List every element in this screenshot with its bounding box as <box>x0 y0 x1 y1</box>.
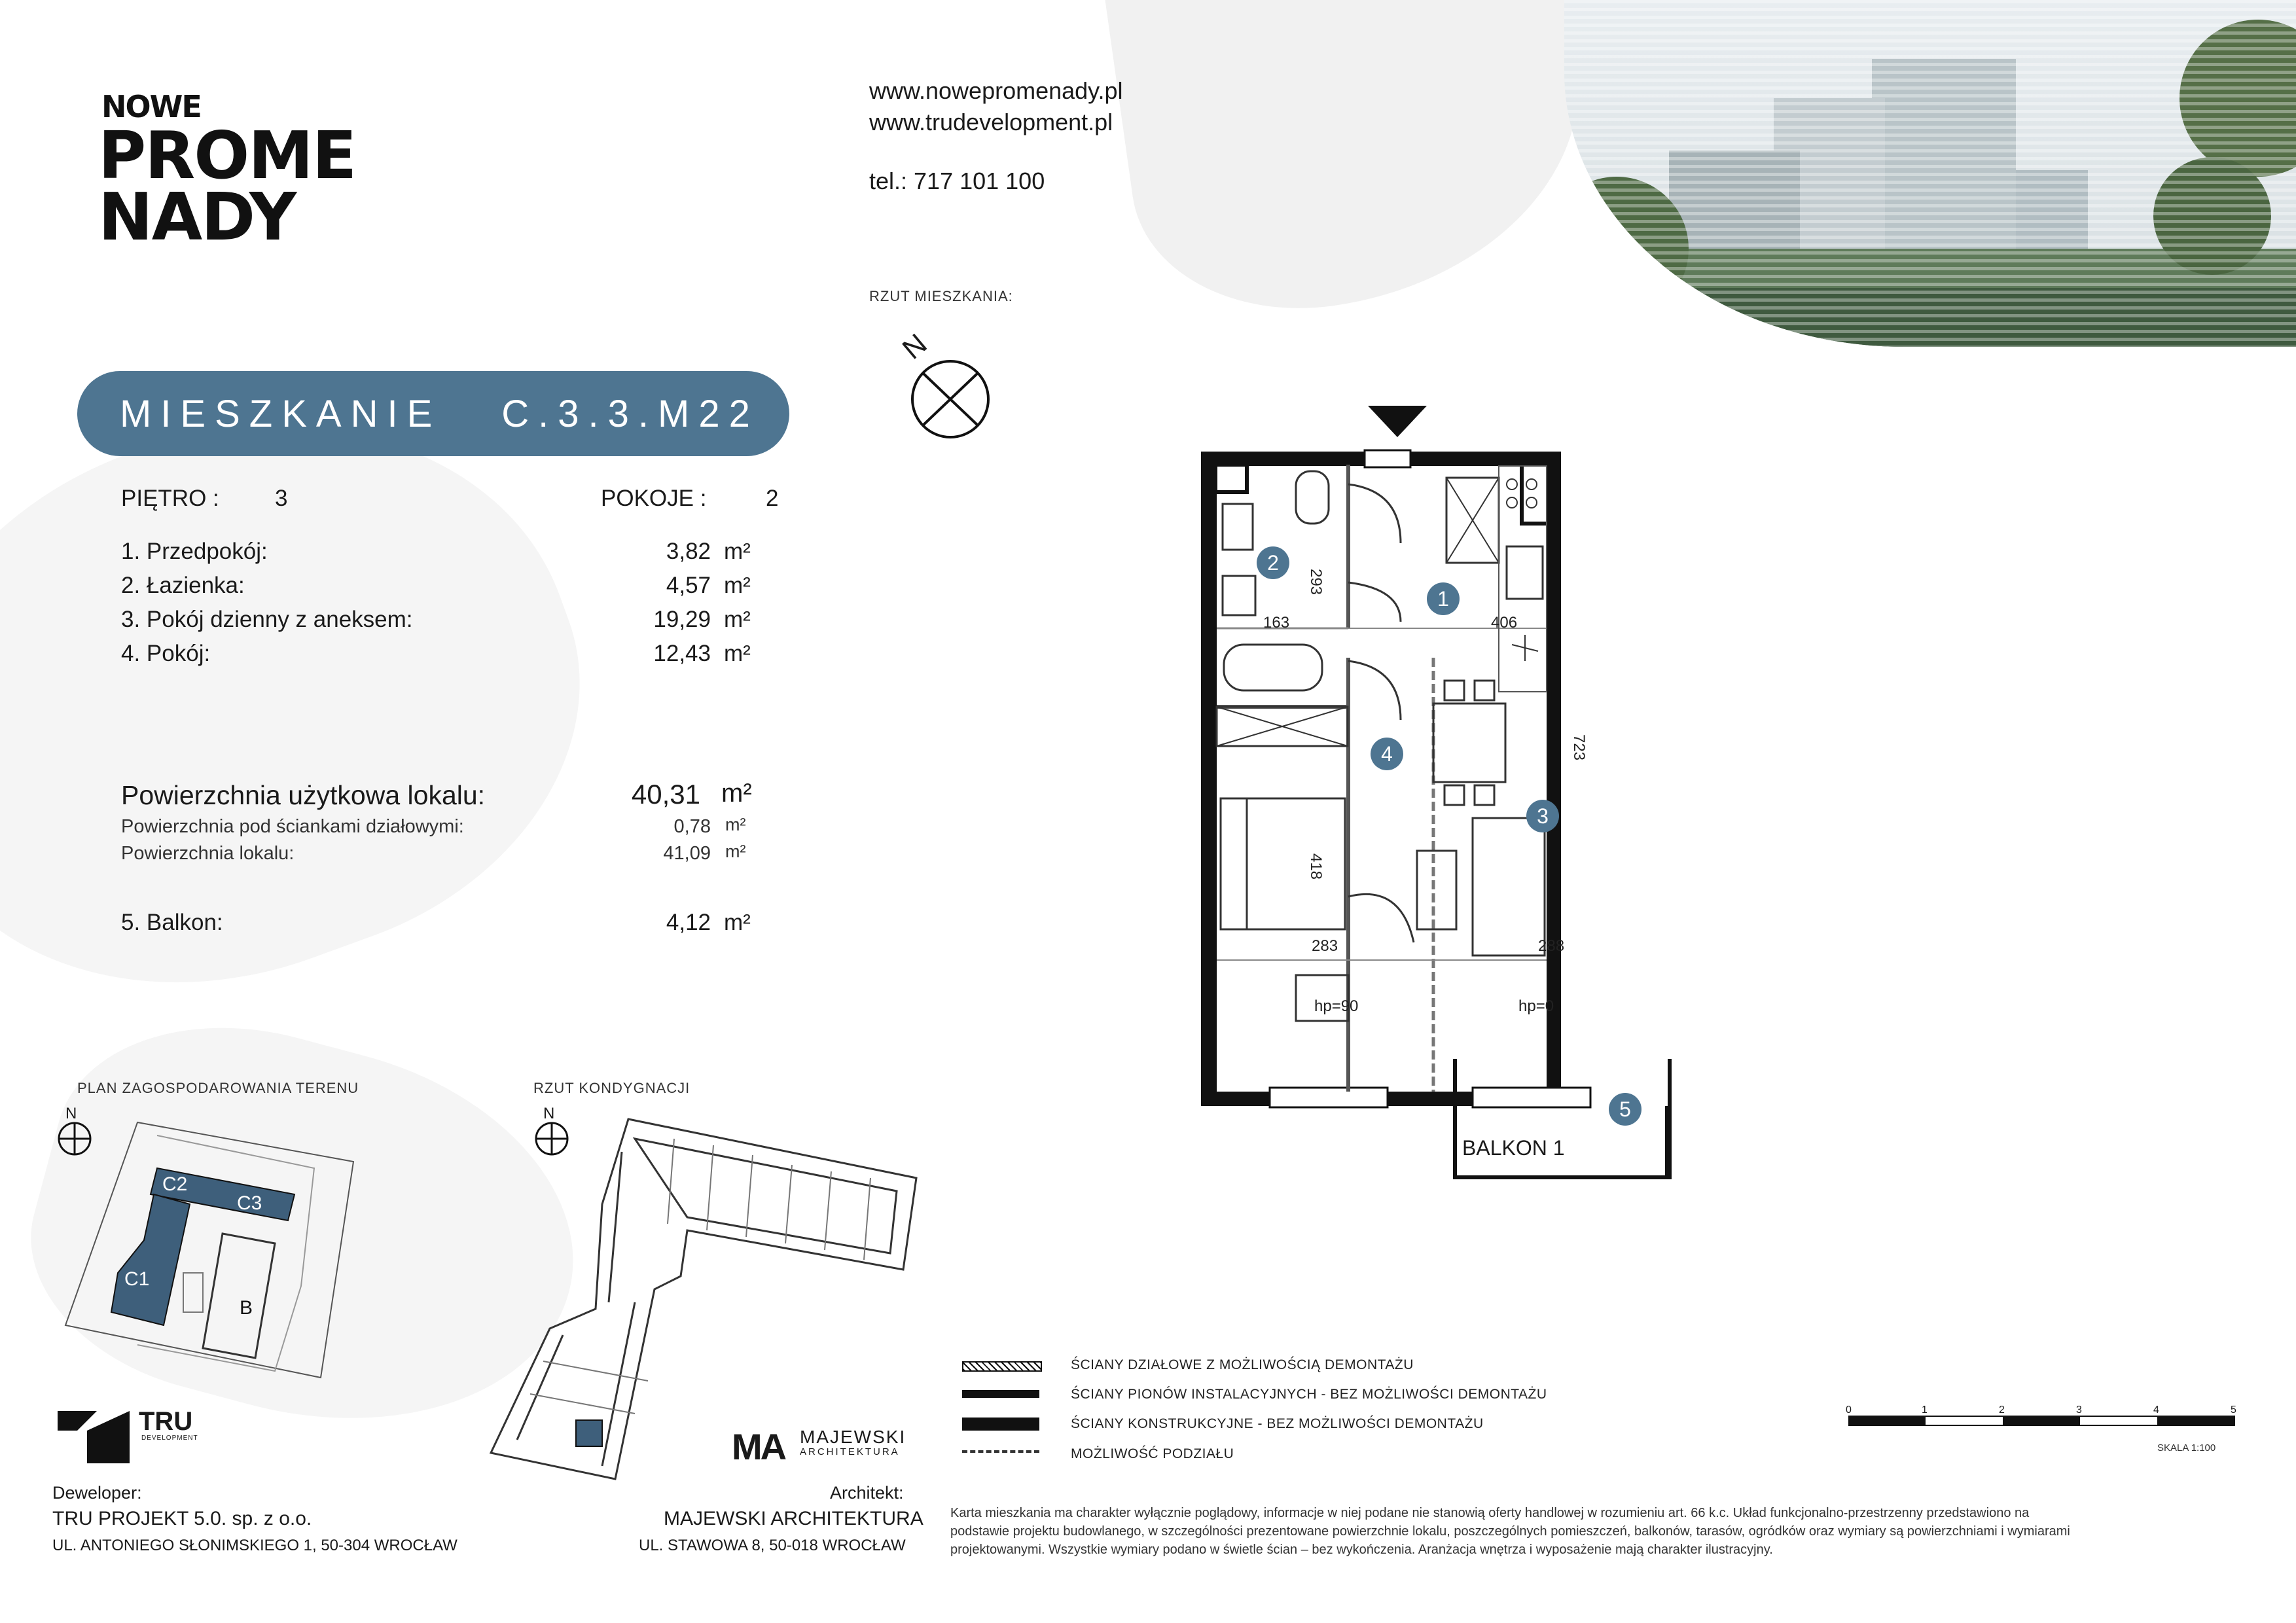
scale-label: SKALA 1:100 <box>2157 1442 2216 1454</box>
balcony-label: 5. Balkon: <box>121 910 223 935</box>
room-label: 2. Łazienka: <box>121 573 245 598</box>
legend-symbol-division <box>962 1450 1039 1453</box>
unit-area-label: Powierzchnia lokalu: <box>121 843 295 864</box>
floor-value: 3 <box>275 486 288 511</box>
room-unit: m² <box>724 607 751 632</box>
site-plan-title: PLAN ZAGOSPODAROWANIA TERENU <box>77 1080 359 1096</box>
apartment-title-pill <box>77 371 789 456</box>
scale-tick: 5 <box>2231 1404 2236 1416</box>
developer-logo-icon <box>58 1411 136 1467</box>
room-area: 4,57 <box>666 573 711 598</box>
architect-logo-ma: MA <box>732 1426 785 1467</box>
window-height-label: hp=0 <box>1518 997 1554 1015</box>
room-area: 19,29 <box>653 607 711 632</box>
developer-logo-subtext: DEVELOPMENT <box>141 1435 198 1442</box>
window-height-label: hp=90 <box>1314 997 1359 1015</box>
room-unit: m² <box>724 539 751 564</box>
legend-label: ŚCIANY KONSTRUKCYJNE - BEZ MOŻLIWOŚCI DEMONTAŻU <box>1071 1416 1484 1431</box>
legend-symbol-installation <box>962 1390 1039 1398</box>
room-badge-1: 1 <box>1427 582 1460 615</box>
partition-area-unit: m² <box>725 815 746 834</box>
logo-nady: NADY <box>98 179 296 255</box>
room-badge-3: 3 <box>1526 800 1559 832</box>
room-label: 3. Pokój dzienny z aneksem: <box>121 607 413 632</box>
rzut-mieszkania-label: RZUT MIESZKANIA: <box>869 288 1013 304</box>
apartment-label: MIESZKANIE <box>120 392 442 435</box>
site-building-label: C3 <box>237 1192 262 1214</box>
usable-area-unit: m² <box>721 779 752 808</box>
logo-nowe: NOWE <box>101 89 201 124</box>
site-building-label: B <box>240 1297 253 1319</box>
apartment-code: C.3.3.M22 <box>501 392 759 435</box>
website-link-2[interactable]: www.trudevelopment.pl <box>869 109 1113 135</box>
legend-symbol-structural <box>962 1418 1039 1431</box>
legend-label: ŚCIANY PIONÓW INSTALACYJNYCH - BEZ MOŻLIWOŚCI DEMONTAŻU <box>1071 1387 1547 1402</box>
scale-tick: 1 <box>1922 1404 1928 1416</box>
background-shape-top <box>1104 0 1605 331</box>
floor-plan-title: RZUT KONDYGNACJI <box>533 1080 691 1096</box>
scale-bar <box>1848 1415 2236 1431</box>
room-label: 4. Pokój: <box>121 641 211 666</box>
room-label: 1. Przedpokój: <box>121 539 268 564</box>
architect-logo-name: MAJEWSKI <box>800 1427 906 1447</box>
dimension-288: 288 <box>1538 937 1565 955</box>
usable-area-label: Powierzchnia użytkowa lokalu: <box>121 780 486 810</box>
disclaimer-line: podstawie projektu budowlanego, w szczególności prezentowane powierzchnie lokalu, poszczególnych pomieszczeń, balkonów, tarasów, ogródków oraz wymiary są powierzchniami i wymiarami <box>950 1524 2070 1539</box>
scale-tick: 4 <box>2153 1404 2159 1416</box>
room-unit: m² <box>724 641 751 666</box>
usable-area-value: 40,31 <box>631 779 700 810</box>
room-area: 3,82 <box>666 539 711 564</box>
scale-tick: 0 <box>1846 1404 1852 1416</box>
partition-area-label: Powierzchnia pod ściankami działowymi: <box>121 816 464 837</box>
site-building-label: C1 <box>124 1268 150 1290</box>
room-badge-5: 5 <box>1609 1093 1641 1126</box>
balcony-plan-label: BALKON 1 <box>1462 1136 1565 1160</box>
legend-label: ŚCIANY DZIAŁOWE Z MOŻLIWOŚCIĄ DEMONTAŻU <box>1071 1357 1414 1372</box>
floor-label: PIĘTRO : <box>121 486 219 511</box>
site-plan-drawing <box>59 1109 367 1387</box>
website-link-1[interactable]: www.nowepromenady.pl <box>869 77 1123 104</box>
developer-label: Deweloper: <box>52 1483 142 1503</box>
scale-tick: 3 <box>2076 1404 2082 1416</box>
legend-label: MOŻLIWOŚĆ PODZIAŁU <box>1071 1446 1234 1461</box>
architect-logo-subtext: ARCHITEKTURA <box>800 1446 900 1457</box>
floor-plan-north-label: N <box>543 1105 555 1122</box>
dimension-406: 406 <box>1491 614 1518 632</box>
dimension-163: 163 <box>1263 614 1290 632</box>
balcony-outline <box>1453 1059 1672 1179</box>
dimension-418: 418 <box>1307 853 1325 880</box>
rooms-count-label: POKOJE : <box>601 486 707 511</box>
developer-address: UL. ANTONIEGO SŁONIMSKIEGO 1, 50-304 WROCŁAW <box>52 1537 457 1554</box>
developer-name: TRU PROJEKT 5.0. sp. z o.o. <box>52 1508 312 1529</box>
dimension-283: 283 <box>1312 937 1338 955</box>
unit-area-value: 41,09 <box>663 843 711 864</box>
architect-address: UL. STAWOWA 8, 50-018 WROCŁAW <box>639 1537 906 1554</box>
disclaimer-line: Karta mieszkania ma charakter wyłącznie poglądowy, informacje w niej podane nie stanowią oferty handlowej w rozumieniu art. 66 k.c. Układ funkcjonalno-przestrzenny przedstawiono na <box>950 1506 2030 1520</box>
unit-area-unit: m² <box>725 842 746 861</box>
site-building-label: C2 <box>162 1173 188 1195</box>
logo-prome: PROME <box>98 117 356 194</box>
legend-symbol-hatched <box>962 1361 1042 1372</box>
partition-area-value: 0,78 <box>673 816 711 837</box>
architect-name: MAJEWSKI ARCHITEKTURA <box>664 1508 924 1529</box>
room-badge-4: 4 <box>1371 738 1403 770</box>
phone-number[interactable]: tel.: 717 101 100 <box>869 168 1045 194</box>
disclaimer-line: projektowanymi. Wszystkie wymiary podano w świetle ścian – bez wykończenia. Aranżacja wnętrza i wyposażenie mają charakter ilustracyjny. <box>950 1543 1773 1557</box>
developer-logo-text: TRU <box>139 1407 193 1436</box>
balcony-unit: m² <box>724 910 751 935</box>
building-photo <box>1564 0 2296 347</box>
room-area: 12,43 <box>653 641 711 666</box>
dimension-723: 723 <box>1570 734 1588 761</box>
balcony-value: 4,12 <box>666 910 711 935</box>
rooms-count-value: 2 <box>766 486 779 511</box>
architect-label: Architekt: <box>830 1483 904 1503</box>
site-plan-north-label: N <box>65 1105 77 1122</box>
room-badge-2: 2 <box>1257 546 1289 579</box>
dimension-293: 293 <box>1307 568 1325 596</box>
compass-north-label: N <box>896 327 933 366</box>
scale-tick: 2 <box>1999 1404 2005 1416</box>
room-unit: m² <box>724 573 751 598</box>
